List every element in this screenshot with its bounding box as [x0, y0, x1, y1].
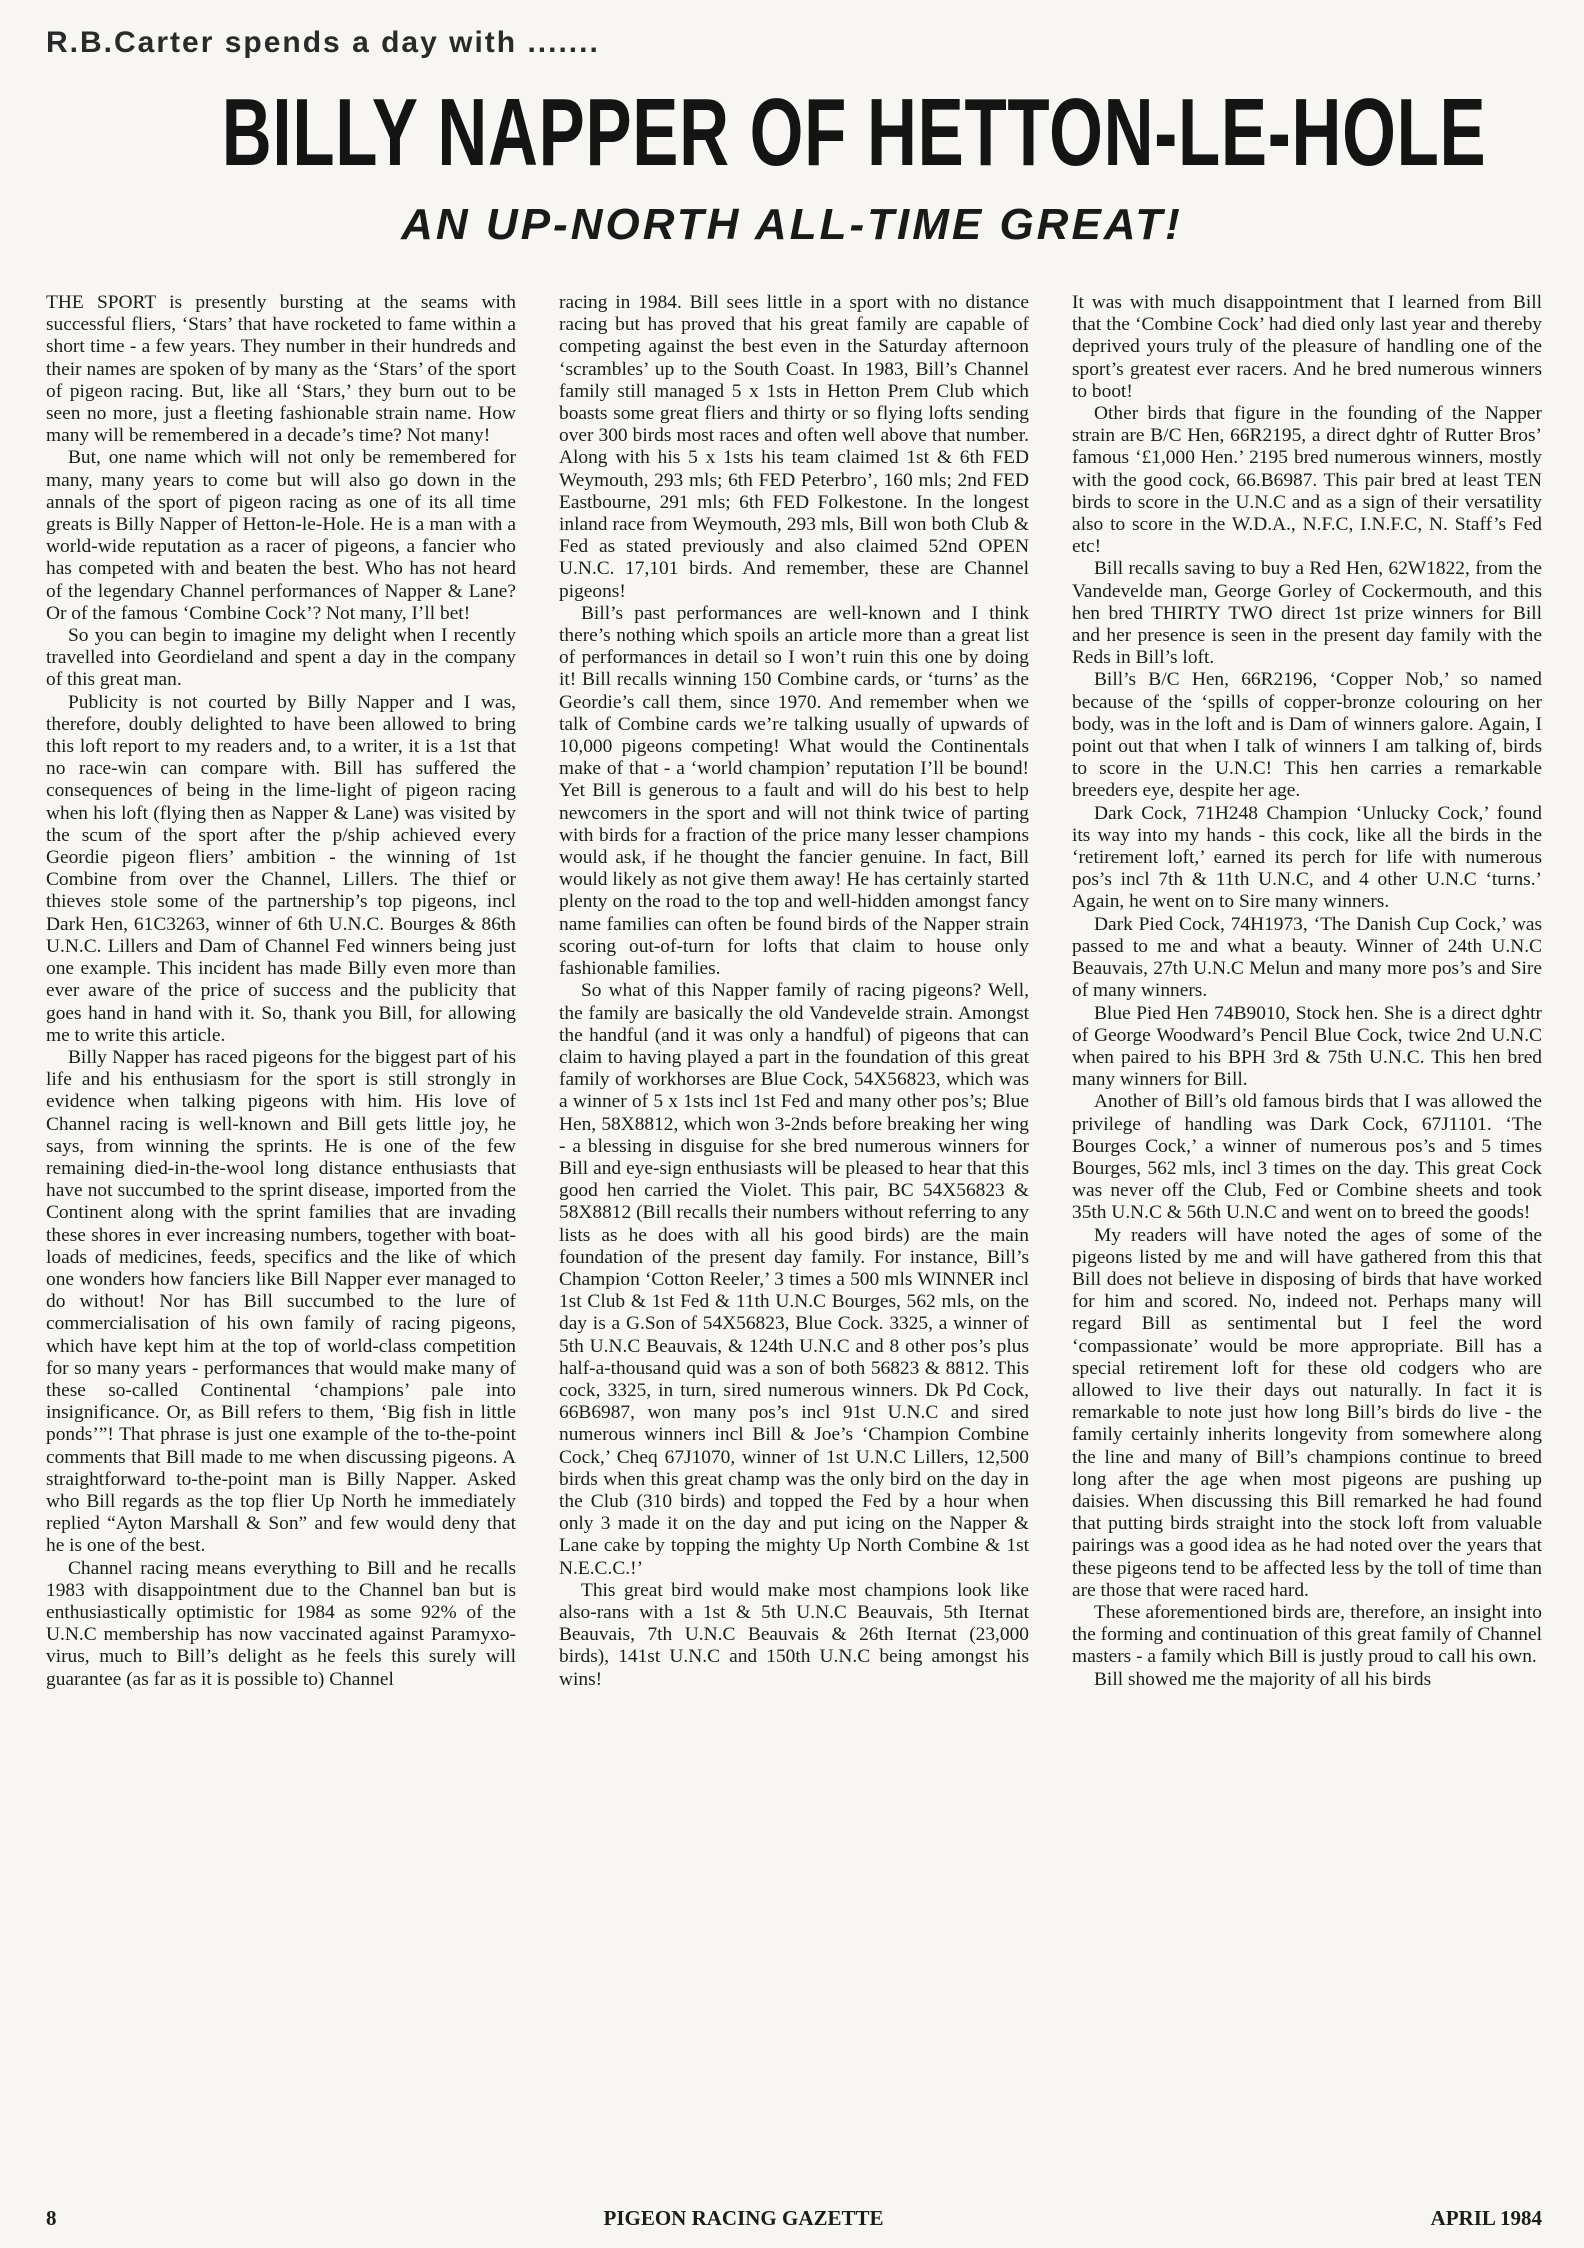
paragraph: My readers will have noted the ages of some of the pigeons listed by me and will have gathered from this that Bill does not believe in disposing of birds that have worked for him and scored. No, indeed not. Perhaps many will regard Bill as sentimental but I feel the word ‘compassionate’ would be more appropriate. Bill has a special retirement loft for these old codgers who are allowed to live their days out naturally. In fact it is remarkable to note just how long Bill’s birds do live - the family certainly inherits longevity from somewhere along the line and many of Bill’s champions continue to breed long after the age when most pigeons are pushing up daisies. When discussing this Bill remarked he had found that putting birds straight into the stock loft from valuable pairings was a good idea as he had noted over the years that these pigeons tend to be affected less by the toll of time than are those that were raced hard. — [1072, 1224, 1542, 1601]
paragraph: racing in 1984. Bill sees little in a sport with no distance racing but has proved that his great family are capable of competing against the best even in the Saturday afternoon ‘scrambles’ up to the South Coast. In 1983, Bill’s Channel family still managed 5 x 1sts in Hetton Prem Club which boasts some great fliers and thirty or so flying lofts sending over 300 birds most races and often well above that number. Along with his 5 x 1sts his team claimed 1st & 6th FED Weymouth, 293 mls; 6th FED Peterbro’, 160 mls; 2nd FED Eastbourne, 291 mls; 6th FED Folkestone. In the longest inland race from Weymouth, 293 mls, Bill won both Club & Fed as stated previously and also claimed 52nd OPEN U.N.C. 17,101 birds. And remember, these are Channel pigeons! — [559, 292, 1029, 602]
paragraph: Bill recalls saving to buy a Red Hen, 62W1822, from the Vandevelde man, George Gorley of Cockermouth, and this hen bred THIRTY TWO direct 1st prize winners for Bill and her presence is seen in the present day family with the Reds in Bill’s loft. — [1072, 558, 1542, 669]
paragraph: Publicity is not courted by Billy Napper and I was, therefore, doubly delighted to have been allowed to bring this loft report to my readers and, to a writer, it is a 1st that no race-win can compare with. Bill has suffered the consequences of being in the lime-light of pigeon racing when his loft (flying then as Napper & Lane) was visited by the scum of the sport after the p/ship achieved every Geordie pigeon fliers’ ambition - the winning of 1st Combine from over the Channel, Lillers. The thief or thieves stole some of the partnership’s top pigeons, incl Dark Hen, 61C3263, winner of 6th U.N.C. Bourges & 86th U.N.C. Lillers and Dam of Channel Fed winners being just one example. This incident has made Billy even more than ever aware of the price of success and the publicity that goes hand in hand with it. So, thank you Bill, for allowing me to write this article. — [46, 691, 516, 1046]
article-subheadline: AN UP-NORTH ALL-TIME GREAT! — [401, 200, 1183, 249]
paragraph: So you can begin to imagine my delight when I recently travelled into Geordieland and spent a day in the company of this great man. — [46, 625, 516, 691]
paragraph: So what of this Napper family of racing pigeons? Well, the family are basically the old Vandevelde strain. Amongst the handful (and it was only a handful) of pigeons that can claim to having played a part in the foundation of this great family of workhorses are Blue Cock, 54X56823, which was a winner of 5 x 1sts incl 1st Fed and many other pos’s; Blue Hen, 58X8812, which won 3-2nds before breaking her wing - a blessing in disguise for she bred numerous winners for Bill and eye-sign enthusiasts will be pleased to hear that this good hen carried the Violet. This pair, BC 54X56823 & 58X8812 (Bill recalls their numbers without referring to any lists as he does with all his good birds) are the main foundation of the present day family. For instance, Bill’s Champion ‘Cotton Reeler,’ 3 times a 500 mls WINNER incl 1st Club & 1st Fed & 11th U.N.C Bourges, 562 mls, on the day is a G.Son of 54X56823, Blue Cock. 3325, a winner of 5th U.N.C Beauvais, & 124th U.N.C and 8 other pos’s plus half-a-thousand quid was a son of both 56823 & 8812. This cock, 3325, in turn, sired numerous winners. Dk Pd Cock, 66B6987, won many pos’s incl 91st U.N.C and sired numerous winners incl Bill & Joe’s ‘Champion Combine Cock,’ Cheq 67J1070, winner of 1st U.N.C Lillers, 12,500 birds when this great champ was the only bird on the day in the Club (310 birds) and topped the Fed by a hour when only 3 made it on the day and put icing on the Napper & Lane cake by topping the mighty Up North Combine & 1st N.E.C.C.!’ — [559, 980, 1029, 1579]
paragraph: Bill’s B/C Hen, 66R2196, ‘Copper Nob,’ so named because of the ‘spills of copper-bronze colouring on her body, was in the loft and is Dam of winners galore. Again, I point out that when I talk of winners I am talking of, birds to score in the U.N.C! This hen carries a remarkable breeders eye, despite her age. — [1072, 669, 1542, 802]
column-2 — [559, 292, 1029, 2212]
page-footer — [46, 2206, 1542, 2231]
issue-date: APRIL 1984 — [1430, 2206, 1542, 2230]
paragraph: Another of Bill’s old famous birds that I was allowed the privilege of handling was Dark Cock, 67J1101. ‘The Bourges Cock,’ a winner of numerous pos’s and 5 times Bourges, 562 mls, incl 3 times on the day. This great Cock was never off the Club, Fed or Combine sheets and took 35th U.N.C & 56th U.N.C and went on to breed the goods! — [1072, 1091, 1542, 1224]
column-3 — [1072, 292, 1542, 2212]
paragraph: Bill showed me the majority of all his birds — [1094, 1668, 1432, 1690]
paragraph: But, one name which will not only be remembered for many, many years to come but will also go down in the annals of the sport of pigeon racing as one of its all time greats is Billy Napper of Hetton-le-Hole. He is a man with a world-wide reputation as a racer of pigeons, a fancier who has competed with and beaten the best. Who has not heard of the legendary Channel performances of Napper & Lane? Or of the famous ‘Combine Cock’? Not many, I’ll bet! — [46, 447, 516, 624]
paragraph: Bill’s past performances are well-known and I think there’s nothing which spoils an article more than a great list of performances in detail so I won’t ruin this one by doing it! Bill recalls winning 150 Combine cards, or ‘turns’ as the Geordie’s call them, since 1970. And remember when we talk of Combine cards we’re talking usually of upwards of 10,000 pigeons competing! What would the Continentals make of that - a ‘world champion’ reputation I’ll be bound! Yet Bill is generous to a fault and will do his best to help newcomers in the sport and will not think twice of parting with birds for a fraction of the price many lesser champions would ask, if he thought the fancier genuine. In fact, Bill would likely as not give them away! He has certainly started plenty on the road to the top and well-hidden amongst fancy name families can often be found birds of the Napper strain scoring out-of-turn for lofts that claim to house only fashionable families. — [559, 602, 1029, 980]
paragraph: These aforementioned birds are, therefore, an insight into the forming and continuation of this great family of Channel masters - a family which Bill is justly proud to call his own. — [1072, 1601, 1542, 1668]
paragraph: Other birds that figure in the founding of the Napper strain are B/C Hen, 66R2195, a direct dghtr of Rutter Bros’ famous ‘£1,000 Hen.’ 2195 bred numerous winners, mostly with the good cock, 66.B6987. This pair bred at least TEN birds to score in the U.N.C and as a sign of their versatility also to score in the W.D.A., N.F.C, I.N.F.C, N. Staff’s Fed etc! — [1072, 403, 1542, 558]
paragraph: Blue Pied Hen 74B9010, Stock hen. She is a direct dghtr of George Woodward’s Pencil Blue Cock, twice 2nd U.N.C when paired to his BPH 3rd & 75th U.N.C. This hen bred many winners for Bill. — [1072, 1002, 1542, 1091]
paragraph: THE SPORT is presently bursting at the seams with successful fliers, ‘Stars’ that have rocketed to fame within a short time - a few years. They number in their hundreds and their names are spoken of by many as the ‘Stars’ of the sport of pigeon racing. But, like all ‘Stars,’ they burn out to be seen no more, just a fleeting fashionable strain name. How many will be remembered in a decade’s time? Not many! — [46, 292, 516, 447]
paragraph: Dark Pied Cock, 74H1973, ‘The Danish Cup Cock,’ was passed to me and what a beauty. Winner of 24th U.N.C Beauvais, 27th U.N.C Melun and many more pos’s and Sire of many winners. — [1072, 913, 1542, 1002]
paragraph: Dark Cock, 71H248 Champion ‘Unlucky Cock,’ found its way into my hands - this cock, like all the birds in the ‘retirement loft,’ earned its perch for life with numerous pos’s incl 7th & 11th U.N.C, and 4 other U.N.C ‘turns.’ Again, he went on to Sire many winners. — [1072, 802, 1542, 913]
kicker-byline: R.B.Carter spends a day with ....... — [46, 26, 600, 59]
paragraph: Billy Napper has raced pigeons for the biggest part of his life and his enthusiasm for the sport is still strongly in evidence when talking pigeons with him. His love of Channel racing is well-known and Bill gets little joy, he says, from winning the sprints. He is one of the few remaining died-in-the-wool long distance enthusiasts that have not succumbed to the sprint disease, imported from the Continent along with the sprint families that are invading these shores in ever increasing numbers, together with boat-loads of medicines, feeds, specifics and the like of which one wonders how fanciers like Bill Napper ever managed to do without! Nor has Bill succumbed to the lure of commercialisation of his own family of racing pigeons, which have kept him at the top of world-class competition for so many years - performances that would make many of these so-called Continental ‘champions’ pale into insignificance. Or, as Bill refers to them, ‘Big fish in little ponds’”! That phrase is just one example of the to-the-point comments that Bill made to me when discussing pigeons. A straightforward to-the-point man is Billy Napper. Asked who Bill regards as the top flier Up North he immediately replied “Ayton Marshall & Son” and few would deny that he is one of the best. — [46, 1046, 516, 1557]
paragraph: It was with much disappointment that I learned from Bill that the ‘Combine Cock’ had died only last year and thereby deprived yours truly of the pleasure of handling one of the sport’s greatest ever racers. And he bred numerous winners to boot! — [1072, 292, 1542, 402]
column-1 — [46, 292, 516, 2212]
paragraph: Channel racing means everything to Bill and he recalls 1983 with disappointment due to the Channel ban but is enthusiastically optimistic for 1984 as some 92% of the U.N.C membership has now vaccinated against Paramyxo-virus, much to Bill’s delight as he feels this surely will guarantee (as far as it is possible to) Channel — [46, 1557, 516, 1690]
page-number: 8 — [46, 2206, 57, 2230]
article-headline: BILLY NAPPER OF HETTON-LE-HOLE — [221, 79, 1487, 186]
article-body — [46, 292, 1542, 2212]
publication-name: PIGEON RACING GAZETTE — [603, 2206, 884, 2230]
paragraph: This great bird would make most champions look like also-rans with a 1st & 5th U.N.C Beauvais, 5th Iternat Beauvais, 7th U.N.C Beauvais & 26th Iternat (23,000 birds), 141st U.N.C and 150th U.N.C being amongst his wins! — [559, 1579, 1029, 1690]
